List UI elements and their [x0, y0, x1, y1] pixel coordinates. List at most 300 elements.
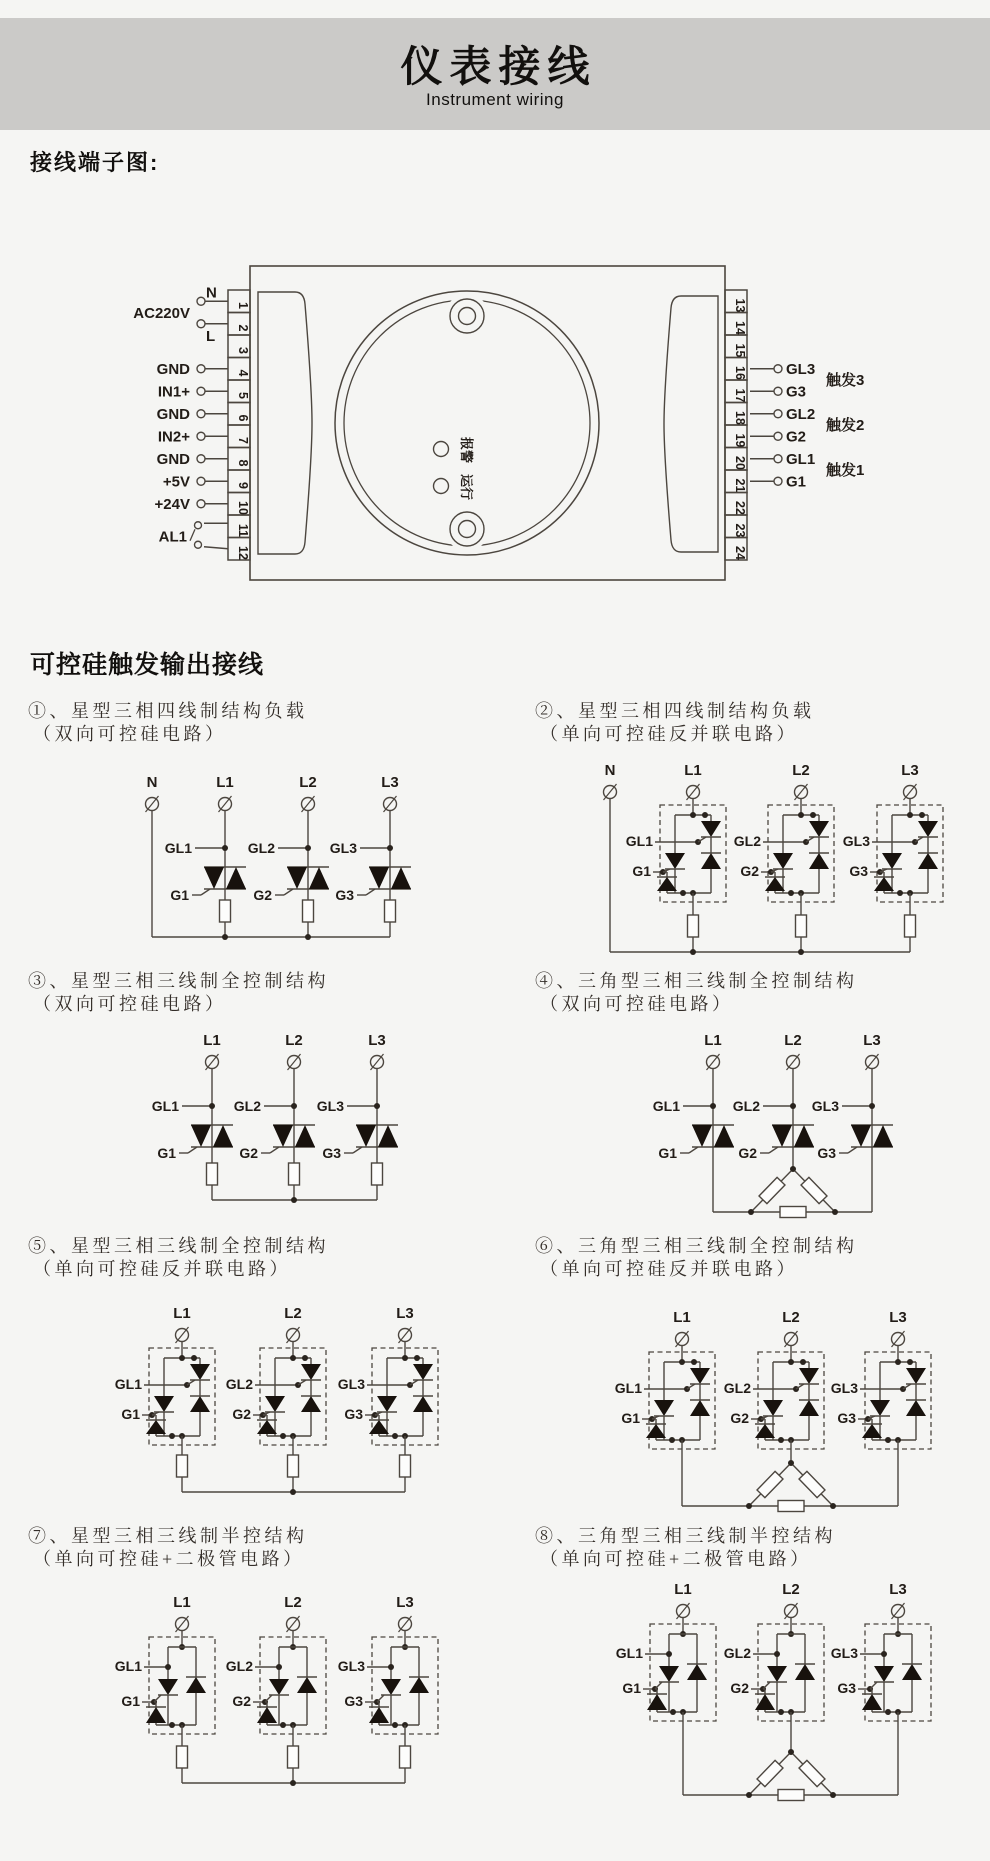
load-resistor [688, 915, 699, 937]
thyristor-triangle [190, 1364, 210, 1380]
junction-dot [748, 1209, 754, 1215]
gate-label-G3: G3 [849, 863, 868, 879]
phase-label-L3: L3 [381, 774, 399, 791]
junction-dot [179, 1355, 185, 1361]
circuit-title-line1: ⑦、星型三相三线制半控结构 [28, 1526, 308, 1546]
trigger-group-3: 触发3 [826, 372, 865, 389]
load-resistor [177, 1455, 188, 1477]
pin-label-GL2: GL2 [786, 405, 816, 423]
junction-dot [388, 1664, 394, 1670]
gate-line-label-GL2: GL2 [732, 1098, 760, 1114]
terminal-slash [399, 1616, 412, 1632]
junction-dot [392, 1433, 398, 1439]
phase-label-L3: L3 [396, 1305, 414, 1322]
terminal-circle [197, 387, 205, 395]
trigger-group-1: 触发1 [826, 462, 865, 479]
junction-dot [291, 1197, 297, 1203]
phase-label-L1: L1 [704, 1032, 722, 1049]
load-resistor [799, 1760, 825, 1786]
thyristor-triangle [273, 1125, 293, 1147]
gate-line-label-GL1: GL1 [164, 840, 192, 856]
phase-label-L1: L1 [674, 1581, 692, 1598]
junction-dot [690, 812, 696, 818]
junction-dot [290, 1780, 296, 1786]
scr-section-title: 可控硅触发输出接线 [30, 651, 265, 679]
phase-label-L2: L2 [784, 1032, 802, 1049]
load-resistor [220, 900, 231, 922]
terminal-board [133, 266, 864, 580]
junction-dot [387, 845, 393, 851]
pin-label-G1: G1 [786, 473, 807, 491]
thyristor-triangle [763, 1400, 783, 1416]
thyristor-triangle [654, 1400, 674, 1416]
thyristor-triangle [213, 1125, 233, 1147]
terminal-slash [399, 1327, 412, 1343]
gate-line-label-GL3: GL3 [842, 833, 870, 849]
wire [265, 1695, 272, 1702]
thyristor-triangle [301, 1396, 321, 1412]
thyristor-triangle [413, 1396, 433, 1412]
load-resistor [288, 1746, 299, 1768]
thyristor-triangle [906, 1400, 926, 1416]
junction-dot [222, 845, 228, 851]
gate-label-G2: G2 [730, 1410, 749, 1426]
terminal-slash [384, 796, 397, 812]
junction-dot [885, 1437, 891, 1443]
wire [190, 529, 195, 541]
thyristor-triangle [687, 1664, 707, 1680]
junction-dot [798, 812, 804, 818]
pin-label-IN1+: IN1+ [157, 383, 190, 401]
phase-label-L1: L1 [173, 1305, 191, 1322]
terminal-number-5: 5 [236, 392, 250, 399]
thyristor-triangle [226, 867, 246, 889]
thyristor-triangle [809, 821, 829, 837]
gate-line-label-GL3: GL3 [830, 1645, 858, 1661]
gate-label-G3: G3 [322, 1145, 341, 1161]
load-resistor [796, 915, 807, 937]
terminal-section-title: 接线端子图: [30, 150, 160, 175]
circuit-diagram-2 [604, 762, 944, 955]
terminal-slash [677, 1603, 690, 1619]
junction-dot [165, 1664, 171, 1670]
wire [689, 1147, 698, 1153]
gate-line-label-GL3: GL3 [316, 1098, 344, 1114]
junction-dot [305, 845, 311, 851]
gate-line-label-GL2: GL2 [723, 1645, 751, 1661]
page-title: 仪表接线 [400, 43, 597, 90]
thyristor-triangle [409, 1677, 429, 1693]
pin-label-IN2+: IN2+ [157, 428, 190, 446]
thyristor-triangle [902, 1664, 922, 1680]
trigger-group-2: 触发2 [826, 417, 865, 434]
gate-label-G2: G2 [740, 863, 759, 879]
gate-label-G3: G3 [837, 1680, 856, 1696]
terminal-circle [774, 477, 782, 485]
junction-dot [169, 1722, 175, 1728]
thyristor-triangle [381, 1679, 401, 1695]
junction-dot [778, 1709, 784, 1715]
terminal-slash [866, 1054, 879, 1070]
circuit-title-line2: （双向可控硅电路） [33, 994, 227, 1014]
thyristor-triangle [870, 1400, 890, 1416]
junction-dot [798, 949, 804, 955]
load-resistor [778, 1790, 804, 1801]
gate-label-G1: G1 [622, 1680, 641, 1696]
junction-dot [280, 1433, 286, 1439]
terminal-number-21: 21 [733, 478, 747, 493]
load-resistor [288, 1455, 299, 1477]
wire [270, 1147, 279, 1153]
gate-line-label-GL3: GL3 [337, 1658, 365, 1674]
thyristor-triangle [767, 1666, 787, 1682]
load-resistor [757, 1760, 783, 1786]
junction-dot [670, 1709, 676, 1715]
gate-line-label-GL2: GL2 [723, 1380, 751, 1396]
gate-label-G2: G2 [232, 1693, 251, 1709]
thyristor-triangle [795, 1664, 815, 1680]
gate-line-label-GL1: GL1 [652, 1098, 680, 1114]
gate-line-label-GL1: GL1 [625, 833, 653, 849]
terminal-circle [774, 387, 782, 395]
thyristor-triangle [297, 1677, 317, 1693]
terminal-circle [195, 541, 202, 548]
load-resistor [289, 1163, 300, 1185]
gate-label-G2: G2 [730, 1680, 749, 1696]
phase-label-L1: L1 [203, 1032, 221, 1049]
junction-dot [669, 1437, 675, 1443]
circuit-diagram-6 [615, 1309, 931, 1512]
thyristor-triangle [701, 853, 721, 869]
thyristor-triangle [378, 1125, 398, 1147]
terminal-number-10: 10 [236, 501, 250, 515]
junction-dot [402, 1355, 408, 1361]
circuit-title-line2: （单向可控硅反并联电路） [540, 724, 798, 744]
screw-clearance [445, 507, 489, 551]
thyristor-triangle [301, 1364, 321, 1380]
pin-label-AC220V: AC220V [133, 305, 190, 322]
circuit-diagram-3 [152, 1032, 398, 1203]
thyristor-triangle [191, 1125, 211, 1147]
phase-label-L3: L3 [901, 762, 919, 779]
terminal-circle [774, 365, 782, 373]
circuit-title-line1: ⑥、三角型三相三线制全控制结构 [535, 1236, 858, 1256]
thyristor-triangle [377, 1396, 397, 1412]
gate-label-G1: G1 [170, 887, 189, 903]
gate-line-label-GL1: GL1 [114, 1376, 142, 1392]
gate-label-G1: G1 [658, 1145, 677, 1161]
phase-label-L3: L3 [368, 1032, 386, 1049]
terminal-circle [197, 500, 205, 508]
pin-label-N: N [206, 284, 217, 302]
junction-dot [907, 812, 913, 818]
gate-label-G2: G2 [232, 1406, 251, 1422]
circuit-title-line1: ①、星型三相四线制结构负载 [28, 701, 308, 721]
thyristor-triangle [882, 853, 902, 869]
gate-label-G1: G1 [121, 1693, 140, 1709]
terminal-number-9: 9 [236, 482, 250, 489]
terminal-number-2: 2 [236, 324, 250, 332]
junction-dot [291, 1103, 297, 1109]
thyristor-triangle [799, 1400, 819, 1416]
load-resistor [780, 1207, 806, 1218]
terminal-circle [197, 365, 205, 373]
load-resistor [799, 1471, 825, 1497]
junction-dot [810, 812, 816, 818]
thyristor-triangle [369, 867, 389, 889]
wire [204, 547, 228, 549]
thyristor-triangle [154, 1396, 174, 1412]
load-resistor [801, 1177, 827, 1203]
junction-dot [869, 1103, 875, 1109]
thyristor-triangle [714, 1125, 734, 1147]
pin-label-GND: GND [156, 360, 190, 378]
phase-label-N: N [146, 774, 158, 791]
terminal-slash [904, 784, 917, 800]
junction-dot [392, 1722, 398, 1728]
gate-label-G3: G3 [335, 887, 354, 903]
load-resistor [400, 1746, 411, 1768]
junction-dot [702, 812, 708, 818]
thyristor-triangle [269, 1679, 289, 1695]
pin-label-GL3: GL3 [786, 360, 816, 378]
thyristor-triangle [773, 853, 793, 869]
load-resistor [303, 900, 314, 922]
circuit-title-line2: （单向可控硅+二极管电路） [33, 1549, 305, 1569]
pin-label-GL1: GL1 [786, 450, 816, 468]
phase-label-L2: L2 [285, 1032, 303, 1049]
junction-dot [800, 1359, 806, 1365]
gate-label-G2: G2 [253, 887, 272, 903]
wire [763, 1682, 770, 1689]
thyristor-triangle [287, 867, 307, 889]
terminal-number-22: 22 [733, 501, 747, 515]
terminal-number-20: 20 [733, 456, 747, 470]
junction-dot [280, 1722, 286, 1728]
terminal-number-19: 19 [733, 433, 747, 448]
gate-line-label-GL1: GL1 [114, 1658, 142, 1674]
terminal-slash [371, 1054, 384, 1070]
thyristor-triangle [186, 1677, 206, 1693]
thyristor-triangle [794, 1125, 814, 1147]
wire [284, 889, 293, 895]
junction-dot [690, 949, 696, 955]
circuit-diagram-5 [115, 1305, 438, 1495]
circuit-title-line1: ③、星型三相三线制全控制结构 [28, 971, 329, 991]
terminal-circle [774, 410, 782, 418]
gate-line-label-GL1: GL1 [615, 1645, 643, 1661]
load-resistor [207, 1163, 218, 1185]
circuit-title-line2: （单向可控硅反并联电路） [33, 1259, 291, 1279]
thyristor-triangle [295, 1125, 315, 1147]
junction-dot [788, 890, 794, 896]
terminal-slash [302, 796, 315, 812]
terminal-slash [787, 1054, 800, 1070]
terminal-circle [197, 297, 205, 305]
gate-label-G1: G1 [621, 1410, 640, 1426]
junction-dot [746, 1503, 752, 1509]
terminal-number-12: 12 [236, 546, 250, 560]
gate-line-label-GL2: GL2 [247, 840, 275, 856]
gate-label-G3: G3 [344, 1406, 363, 1422]
junction-dot [778, 1437, 784, 1443]
load-resistor [177, 1746, 188, 1768]
phase-label-L2: L2 [792, 762, 810, 779]
terminal-number-23: 23 [733, 523, 747, 538]
phase-label-L1: L1 [673, 1309, 691, 1326]
circuit-diagram-1 [146, 774, 412, 940]
terminal-slash [287, 1616, 300, 1632]
terminal-slash [676, 1331, 689, 1347]
thyristor-triangle [874, 1666, 894, 1682]
junction-dot [209, 1103, 215, 1109]
terminal-slash [785, 1603, 798, 1619]
thyristor-triangle [190, 1396, 210, 1412]
terminal-slash [176, 1616, 189, 1632]
junction-dot [919, 812, 925, 818]
thyristor-triangle [665, 853, 685, 869]
gate-label-G2: G2 [239, 1145, 258, 1161]
thyristor-triangle [690, 1400, 710, 1416]
terminal-number-14: 14 [733, 321, 747, 335]
wire [366, 889, 375, 895]
junction-dot [691, 1359, 697, 1365]
terminal-number-24: 24 [733, 546, 747, 560]
gate-label-G3: G3 [837, 1410, 856, 1426]
thyristor-triangle [204, 867, 224, 889]
gate-line-label-GL3: GL3 [830, 1380, 858, 1396]
gate-line-label-GL2: GL2 [733, 833, 761, 849]
gate-line-label-GL1: GL1 [614, 1380, 642, 1396]
terminal-board-diagram [100, 240, 890, 590]
thyristor-triangle [265, 1396, 285, 1412]
thyristor-triangle [413, 1364, 433, 1380]
terminal-slash [176, 1327, 189, 1343]
terminal-slash [892, 1331, 905, 1347]
pin-label-GND: GND [156, 405, 190, 423]
terminal-slash [219, 796, 232, 812]
wire [353, 1147, 362, 1153]
junction-dot [374, 1103, 380, 1109]
circuit-title-line2: （双向可控硅电路） [33, 724, 227, 744]
terminal-circle [197, 455, 205, 463]
gate-line-label-GL2: GL2 [225, 1376, 253, 1392]
junction-dot [169, 1433, 175, 1439]
junction-dot [885, 1709, 891, 1715]
gate-label-G1: G1 [632, 863, 651, 879]
led-label-run: 运行 [459, 474, 474, 501]
connector-block-left [258, 292, 312, 554]
load-resistor [757, 1471, 783, 1497]
gate-label-G3: G3 [817, 1145, 836, 1161]
phase-label-L2: L2 [284, 1594, 302, 1611]
thyristor-triangle [918, 853, 938, 869]
thyristor-triangle [851, 1125, 871, 1147]
junction-dot [666, 1651, 672, 1657]
load-resistor [759, 1177, 785, 1203]
circuit-title-line2: （单向可控硅+二极管电路） [540, 1549, 812, 1569]
junction-dot [290, 1355, 296, 1361]
circuit-title-line2: （双向可控硅电路） [540, 994, 734, 1014]
junction-dot [302, 1355, 308, 1361]
junction-dot [790, 1166, 796, 1172]
header-band [0, 18, 990, 130]
load-resistor [400, 1455, 411, 1477]
thyristor-triangle [918, 821, 938, 837]
phase-label-L2: L2 [284, 1305, 302, 1322]
junction-dot [897, 890, 903, 896]
gate-line-label-GL3: GL3 [811, 1098, 839, 1114]
scr-output-circuits-diagram [0, 630, 990, 1861]
circuit-title-line1: ②、星型三相四线制结构负载 [535, 701, 815, 721]
junction-dot [830, 1792, 836, 1798]
junction-dot [830, 1503, 836, 1509]
wire [188, 1147, 197, 1153]
thyristor-triangle [659, 1666, 679, 1682]
gate-line-label-GL3: GL3 [329, 840, 357, 856]
thyristor-triangle [906, 1368, 926, 1384]
junction-dot [305, 934, 311, 940]
terminal-circle [197, 432, 205, 440]
phase-label-L2: L2 [299, 774, 317, 791]
wire [154, 1695, 161, 1702]
phase-label-L3: L3 [889, 1309, 907, 1326]
wire [870, 1682, 877, 1689]
pin-label-+24V: +24V [154, 495, 190, 513]
terminal-circle [774, 455, 782, 463]
wire [201, 889, 210, 895]
circuit-diagram-7 [115, 1594, 438, 1786]
junction-dot [191, 1355, 197, 1361]
page-subtitle: Instrument wiring [426, 90, 564, 109]
junction-dot [222, 934, 228, 940]
junction-dot [790, 1103, 796, 1109]
load-resistor [372, 1163, 383, 1185]
gate-label-G3: G3 [344, 1693, 363, 1709]
gate-line-label-GL1: GL1 [151, 1098, 179, 1114]
wire [848, 1147, 857, 1153]
terminal-number-1: 1 [236, 302, 250, 309]
pin-label-+5V: +5V [162, 473, 190, 491]
terminal-slash [604, 784, 617, 800]
junction-dot [679, 1359, 685, 1365]
led-label-alarm: 报警 [459, 437, 474, 464]
pin-label-L: L [206, 327, 216, 345]
terminal-number-6: 6 [236, 414, 250, 422]
thyristor-triangle [701, 821, 721, 837]
terminal-circle [774, 432, 782, 440]
thyristor-triangle [158, 1679, 178, 1695]
thyristor-triangle [391, 867, 411, 889]
circuit-title-line1: ⑤、星型三相三线制全控制结构 [28, 1236, 329, 1256]
phase-label-N: N [604, 762, 616, 779]
circuit-diagram-8 [616, 1581, 931, 1801]
junction-dot [746, 1792, 752, 1798]
thyristor-triangle [772, 1125, 792, 1147]
phase-label-L3: L3 [863, 1032, 881, 1049]
screw-clearance [445, 294, 489, 338]
circuit-title-line1: ④、三角型三相三线制全控制结构 [535, 971, 858, 991]
thyristor-triangle [809, 853, 829, 869]
terminal-circle [195, 522, 202, 529]
pin-label-G3: G3 [786, 383, 807, 401]
junction-dot [414, 1355, 420, 1361]
terminal-number-18: 18 [733, 411, 747, 425]
terminal-number-8: 8 [236, 459, 250, 467]
terminal-number-3: 3 [236, 347, 250, 354]
thyristor-triangle [309, 867, 329, 889]
gate-label-G1: G1 [121, 1406, 140, 1422]
